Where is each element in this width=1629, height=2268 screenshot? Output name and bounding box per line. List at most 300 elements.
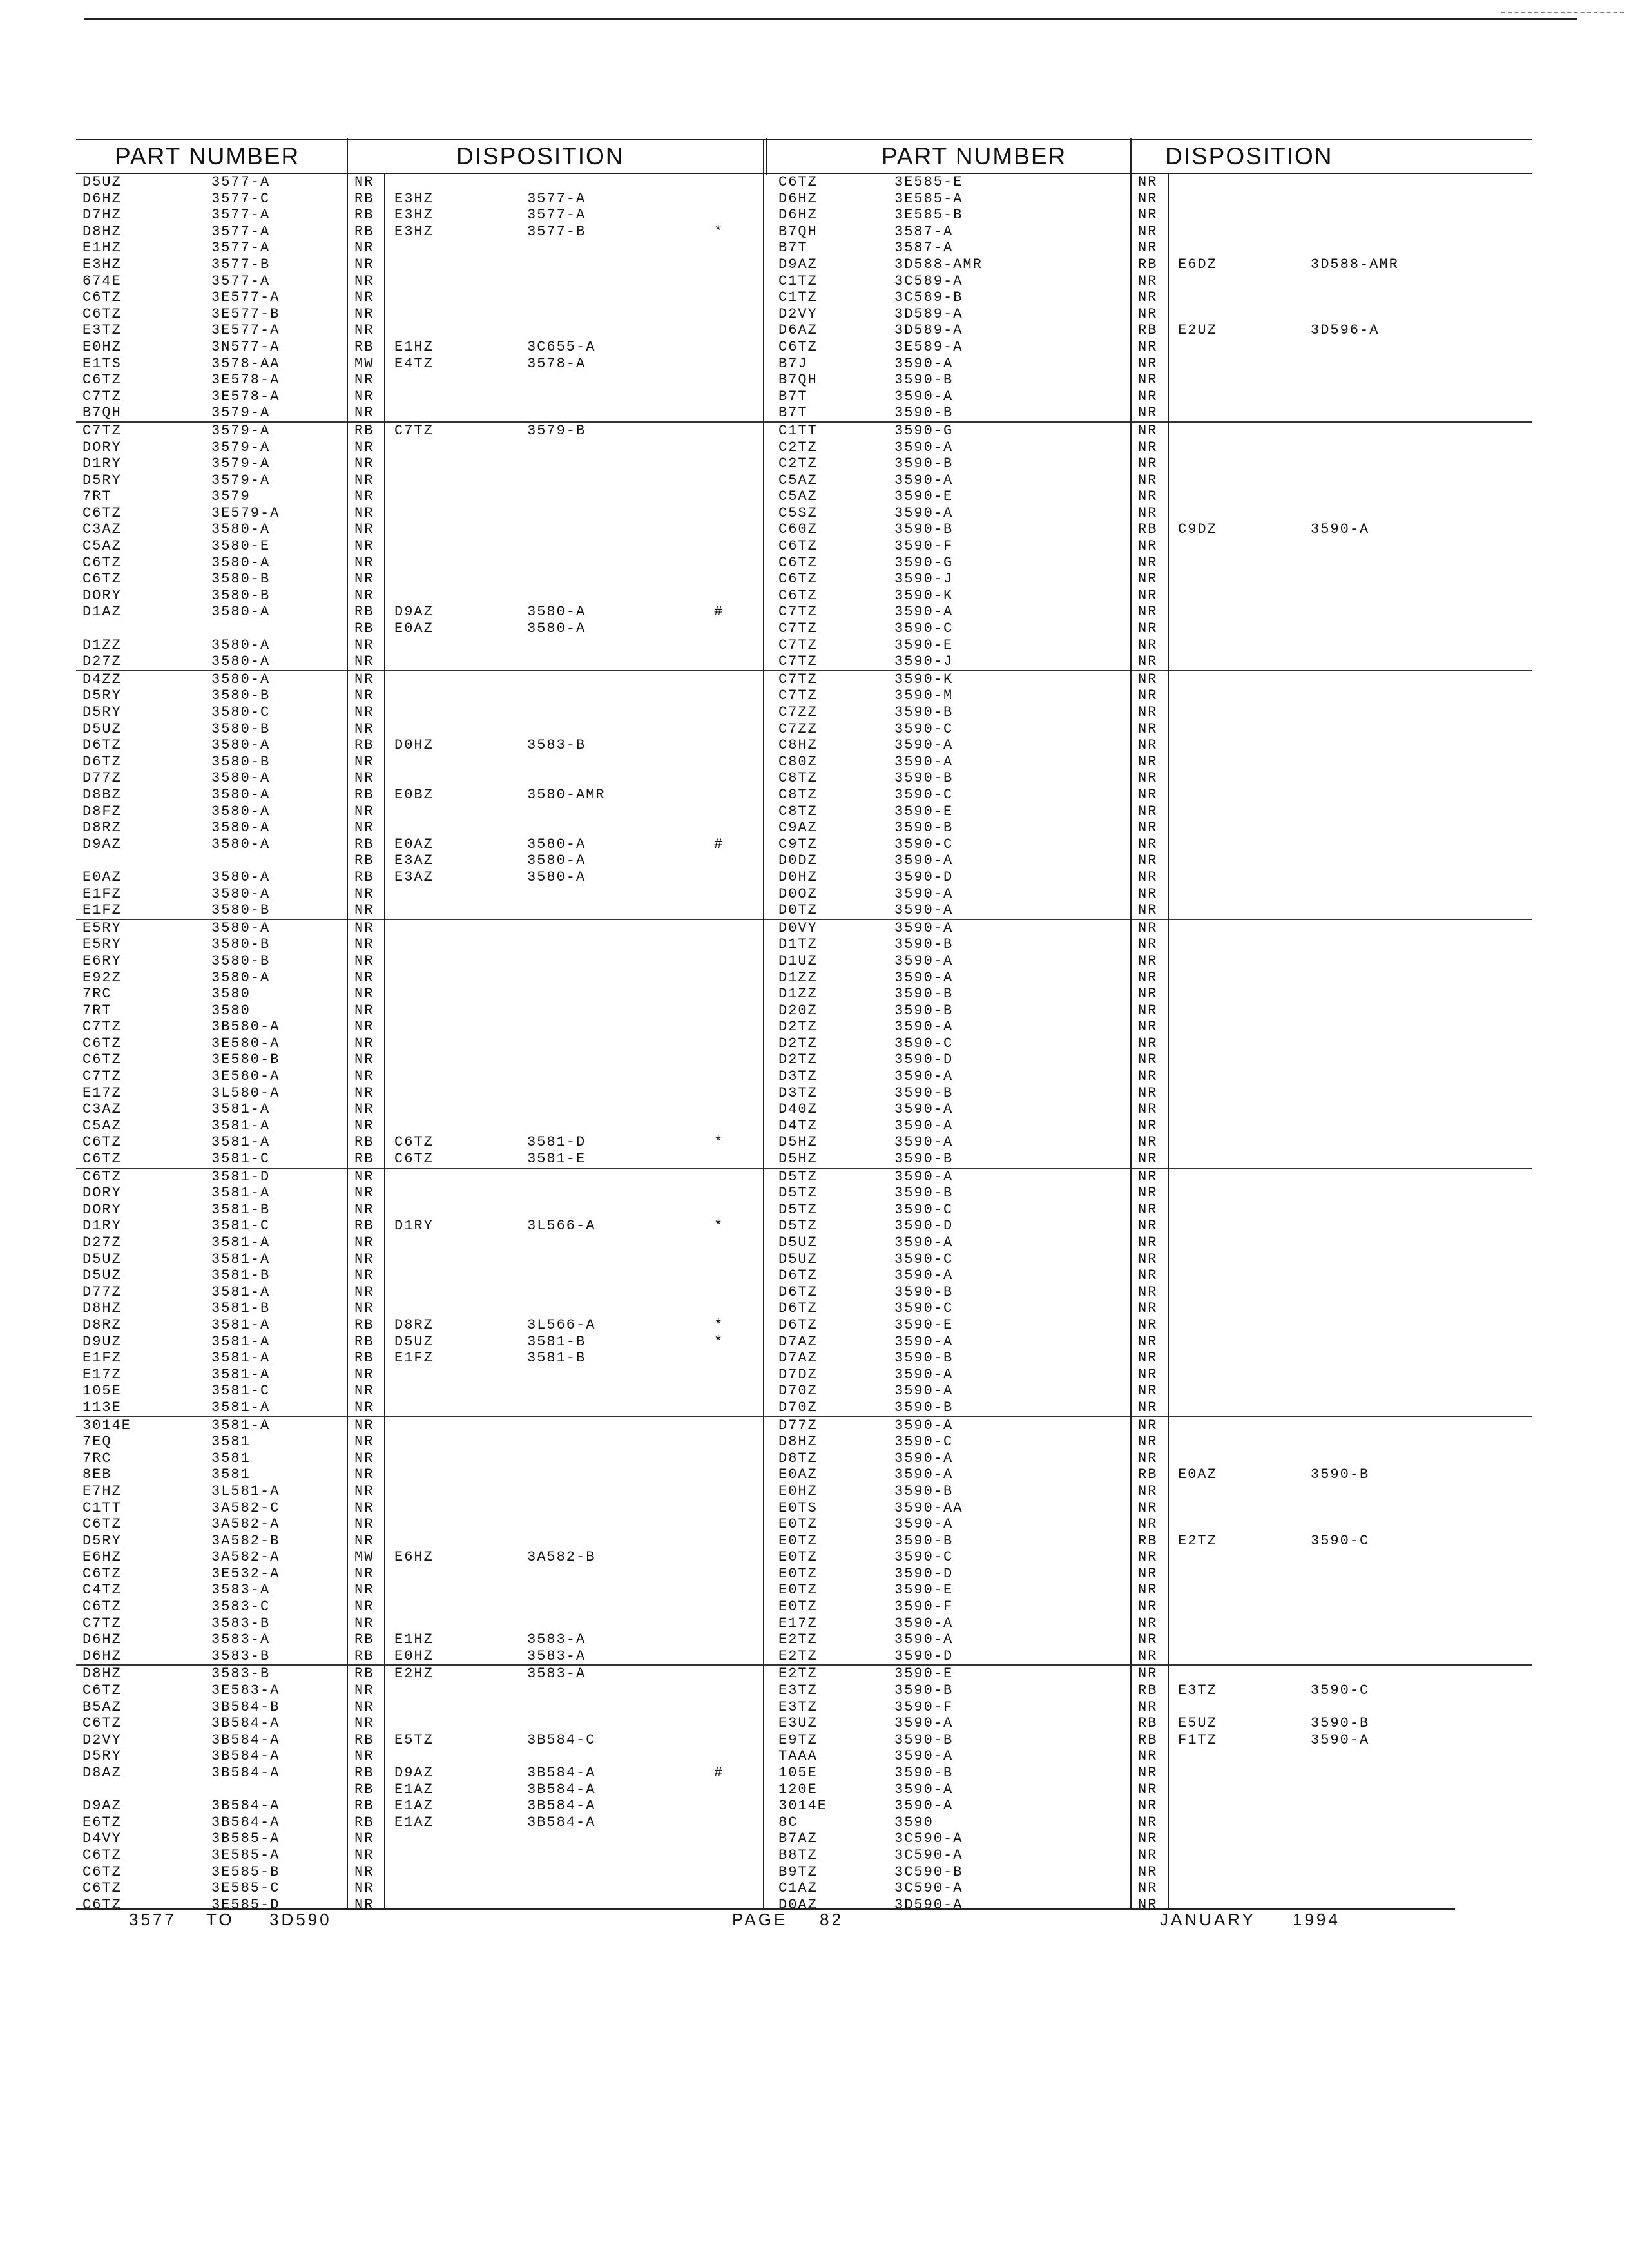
table-row (766, 803, 1532, 820)
part-base: 3579-A (211, 456, 271, 472)
disposition-code: RB (354, 223, 374, 240)
part-prefix: C6TZ (82, 1565, 122, 1582)
part-base: 3579-A (211, 472, 271, 488)
disposition-code: NR (1138, 820, 1158, 836)
part-prefix: C6TZ (82, 1863, 122, 1880)
part-base: 3577-A (211, 273, 271, 289)
part-base: 3E580-A (211, 1068, 280, 1085)
table-row (76, 704, 767, 721)
part-base: 3E585-A (894, 190, 963, 207)
part-base: 3590-A (894, 1715, 954, 1732)
table-row (766, 1052, 1532, 1068)
disposition-code: RB (354, 1648, 374, 1664)
table-row (766, 1003, 1532, 1019)
disposition-code: NR (354, 704, 374, 720)
part-base: 3590-E (894, 488, 954, 505)
disposition-code: RB (354, 1218, 374, 1235)
part-prefix: E2TZ (778, 1666, 818, 1682)
part-base: 3B580-A (211, 1019, 280, 1035)
part-base: 3590-A (894, 1267, 954, 1284)
disposition-code: NR (1138, 770, 1158, 787)
disposition-code: NR (1138, 986, 1158, 1003)
part-prefix: D5RY (82, 687, 122, 704)
part-prefix: C1TZ (778, 289, 818, 306)
disposition-code: NR (354, 753, 374, 770)
table-row (766, 521, 1532, 538)
disposition-code: NR (354, 488, 374, 505)
part-base: 3590-B (894, 1185, 954, 1202)
note-mark: # (714, 1765, 724, 1781)
replacement-base: 3581-B (527, 1333, 586, 1350)
part-prefix: C6TZ (82, 289, 122, 306)
part-base: 3590-A (894, 1450, 954, 1466)
part-base: 3590-C (894, 1300, 954, 1317)
table-row (766, 1715, 1532, 1732)
part-base: 3590-A (894, 919, 954, 936)
replacement-prefix: D1RY (394, 1218, 434, 1235)
part-base: 3590-A (894, 1781, 954, 1798)
part-prefix: E2TZ (778, 1631, 818, 1648)
part-prefix: D0DZ (778, 852, 818, 869)
part-prefix: DORY (82, 1201, 122, 1218)
replacement-base: 3590-B (1311, 1466, 1370, 1483)
table-row (76, 803, 767, 820)
note-mark: * (714, 1316, 724, 1333)
disposition-code: RB (1138, 256, 1158, 273)
table-row (76, 1284, 767, 1301)
table-row (76, 1516, 767, 1533)
disposition-code: NR (1138, 1052, 1158, 1068)
footer-year: 1994 (1293, 1910, 1340, 1929)
table-row (766, 1897, 1532, 1914)
part-base: 3590-B (894, 1350, 954, 1367)
disposition-code: NR (1138, 1565, 1158, 1582)
table-row (766, 1847, 1532, 1864)
table-row (76, 1383, 767, 1399)
table-row (766, 538, 1532, 555)
part-base: 3580-A (211, 554, 271, 571)
table-row (76, 687, 767, 704)
note-mark: # (714, 604, 724, 620)
part-base: 3579-A (211, 439, 271, 456)
table-row (76, 256, 767, 273)
part-base: 3580-A (211, 671, 271, 687)
part-prefix: C6TZ (82, 1168, 122, 1185)
part-base: 3590-C (894, 836, 954, 852)
part-prefix: C6TZ (778, 538, 818, 555)
part-prefix: D0HZ (778, 869, 818, 885)
part-base: 3A582-C (211, 1499, 280, 1516)
part-prefix: C7TZ (82, 422, 122, 439)
table-row (766, 1118, 1532, 1135)
table-row (76, 1897, 767, 1914)
part-base: 3B584-A (211, 1765, 280, 1781)
part-prefix: C7TZ (778, 671, 818, 687)
disposition-code: NR (1138, 1549, 1158, 1566)
part-base: 3E579-A (211, 505, 280, 521)
part-prefix: D7AZ (778, 1333, 818, 1350)
disposition-code: NR (1138, 439, 1158, 456)
part-base: 3590-A (894, 1068, 954, 1085)
table-row (766, 191, 1532, 207)
disposition-code: MW (354, 1549, 374, 1566)
table-row (766, 1699, 1532, 1716)
table-row (76, 653, 767, 670)
part-prefix: D5RY (82, 1532, 122, 1549)
part-base: 3580-A (211, 869, 271, 885)
part-prefix: E17Z (82, 1084, 122, 1101)
replacement-prefix: E1HZ (394, 1631, 434, 1648)
disposition-code: NR (1138, 1002, 1158, 1019)
table-row (76, 240, 767, 256)
disposition-code: NR (354, 472, 374, 488)
table-row (76, 1019, 767, 1035)
part-prefix: 8C (778, 1814, 798, 1831)
table-row (76, 1765, 767, 1782)
disposition-code: NR (1138, 554, 1158, 571)
part-prefix: C7TZ (778, 687, 818, 704)
part-prefix: C1AZ (778, 1880, 818, 1897)
part-base: 3590-C (894, 1035, 954, 1052)
part-prefix: D1RY (82, 456, 122, 472)
replacement-prefix: E1AZ (394, 1798, 434, 1814)
replacement-base: 3579-B (527, 422, 586, 439)
disposition-code: RB (354, 836, 374, 852)
table-row (766, 704, 1532, 721)
part-prefix: D6TZ (778, 1267, 818, 1284)
table-row (76, 737, 767, 754)
part-base: 3590-A (894, 1466, 954, 1483)
part-base: 3581-A (211, 1366, 271, 1383)
part-base: 3581-C (211, 1151, 271, 1168)
disposition-code: NR (1138, 1450, 1158, 1466)
part-prefix: D5TZ (778, 1168, 818, 1185)
table-row (766, 1383, 1532, 1399)
table-row (76, 1864, 767, 1881)
part-prefix: C5AZ (778, 472, 818, 488)
disposition-code: NR (1138, 1748, 1158, 1765)
part-prefix: D6TZ (778, 1283, 818, 1300)
table-row (76, 1350, 767, 1367)
table-row (766, 207, 1532, 224)
part-prefix: D8FZ (82, 803, 122, 820)
disposition-code: RB (354, 1631, 374, 1648)
disposition-code: NR (1138, 190, 1158, 207)
part-prefix: TAAA (778, 1748, 818, 1765)
table-row (766, 770, 1532, 787)
replacement-base: 3A582-B (527, 1549, 596, 1566)
part-base: 3E585-A (211, 1847, 280, 1863)
part-prefix: B7AZ (778, 1831, 818, 1847)
part-base: 3580-A (211, 737, 271, 754)
table-row (766, 1235, 1532, 1251)
table-row (766, 1782, 1532, 1798)
part-base: 3B584-A (211, 1731, 280, 1748)
disposition-code: NR (1138, 620, 1158, 637)
part-base: 3590-A (894, 1333, 954, 1350)
table-row (76, 1068, 767, 1085)
disposition-code: NR (1138, 919, 1158, 936)
part-prefix: 7EQ (82, 1434, 112, 1450)
part-base: 3590-J (894, 571, 954, 588)
disposition-code: NR (1138, 1582, 1158, 1599)
part-prefix: D5UZ (82, 720, 122, 737)
disposition-code: NR (354, 1698, 374, 1715)
part-prefix: C9AZ (778, 820, 818, 836)
disposition-code: RB (354, 1350, 374, 1367)
table-row (766, 1615, 1532, 1632)
table-row (76, 670, 767, 688)
part-base: 3580-A (211, 803, 271, 820)
disposition-code: NR (1138, 637, 1158, 653)
part-prefix: D5UZ (778, 1251, 818, 1267)
table-row (76, 1003, 767, 1019)
part-prefix: E3UZ (778, 1715, 818, 1732)
footer-range-to-word: TO (206, 1910, 235, 1929)
part-prefix: E1FZ (82, 1350, 122, 1367)
part-base: 3590-D (894, 1565, 954, 1582)
part-prefix: D9AZ (82, 836, 122, 852)
part-prefix: D20Z (778, 1002, 818, 1019)
disposition-code: RB (354, 190, 374, 207)
part-base: 3590-A (894, 1101, 954, 1118)
table-row (766, 902, 1532, 919)
part-prefix: D6TZ (82, 753, 122, 770)
part-prefix: D5TZ (778, 1218, 818, 1235)
table-row (766, 1516, 1532, 1533)
column-divider (766, 138, 767, 175)
replacement-base: 3590-A (1311, 1731, 1370, 1748)
part-prefix: C6TZ (82, 1715, 122, 1732)
part-base: 3581-A (211, 1235, 271, 1251)
part-base: 3590-A (894, 952, 954, 969)
part-prefix: C7TZ (778, 637, 818, 653)
table-row (766, 653, 1532, 670)
table-row (766, 836, 1532, 853)
disposition-code: NR (1138, 538, 1158, 555)
table-row (76, 1251, 767, 1268)
part-prefix: D1UZ (778, 952, 818, 969)
part-base: 3590-B (894, 770, 954, 787)
disposition-code: NR (1138, 1516, 1158, 1533)
part-prefix: C6TZ (82, 1599, 122, 1615)
part-prefix: C7TZ (82, 1019, 122, 1035)
part-base: 3E580-B (211, 1052, 280, 1068)
disposition-code: NR (1138, 422, 1158, 439)
part-base: 3580-B (211, 952, 271, 969)
part-base: 3E585-D (211, 1896, 280, 1913)
disposition-code: RB (354, 604, 374, 620)
part-prefix: DORY (82, 587, 122, 604)
table-row (766, 787, 1532, 803)
right-table (766, 139, 1532, 1913)
part-base: 3581-A (211, 1316, 271, 1333)
part-prefix: D8TZ (778, 1450, 818, 1466)
replacement-base: 3583-B (527, 737, 586, 754)
part-base: 3590-G (894, 422, 954, 439)
part-prefix: D9UZ (82, 1333, 122, 1350)
part-prefix: C5AZ (778, 488, 818, 505)
replacement-base: 3583-A (527, 1648, 586, 1664)
part-prefix: D7DZ (778, 1366, 818, 1383)
table-row (76, 1682, 767, 1699)
part-prefix: D77Z (778, 1417, 818, 1434)
disposition-code: NR (354, 456, 374, 472)
table-row (766, 1399, 1532, 1416)
part-base: 3590-C (894, 1251, 954, 1267)
part-base: 3590-A (894, 1134, 954, 1151)
table-row (76, 571, 767, 588)
part-prefix: D8BZ (82, 786, 122, 803)
disposition-code: NR (1138, 936, 1158, 953)
part-prefix: 113E (82, 1399, 122, 1416)
disposition-code: NR (1138, 604, 1158, 620)
disposition-code: NR (354, 1863, 374, 1880)
table-row (766, 1350, 1532, 1367)
part-base: 3580-A (211, 786, 271, 803)
part-prefix: C7ZZ (778, 720, 818, 737)
disposition-code: RB (1138, 1532, 1158, 1549)
disposition-code: NR (1138, 207, 1158, 224)
table-row (76, 721, 767, 738)
disposition-code: NR (1138, 355, 1158, 372)
part-base: 3590-A (894, 1631, 954, 1648)
disposition-code: NR (1138, 240, 1158, 256)
disposition-code: NR (1138, 338, 1158, 355)
part-prefix: E0TZ (778, 1565, 818, 1582)
table-row (76, 852, 767, 869)
replacement-base: 3590-B (1311, 1715, 1370, 1732)
disposition-code: RB (354, 620, 374, 637)
part-prefix: DORY (82, 439, 122, 456)
part-prefix: 105E (82, 1383, 122, 1399)
part-prefix: DORY (82, 1185, 122, 1202)
disposition-code: NR (1138, 273, 1158, 289)
part-base: 3583-B (211, 1666, 271, 1682)
table-row (76, 306, 767, 323)
replacement-prefix: E3HZ (394, 207, 434, 224)
part-prefix: E0HZ (778, 1483, 818, 1499)
part-prefix: C2TZ (778, 439, 818, 456)
part-prefix: D6TZ (778, 1300, 818, 1317)
part-base: 3590-B (894, 405, 954, 421)
part-base: 3590-E (894, 1316, 954, 1333)
table-row (766, 869, 1532, 886)
disposition-code: NR (1138, 1117, 1158, 1134)
disposition-code: NR (354, 936, 374, 953)
replacement-base: 3B584-C (527, 1731, 596, 1748)
part-prefix: D8HZ (778, 1434, 818, 1450)
disposition-code: NR (1138, 289, 1158, 306)
note-mark: * (714, 223, 724, 240)
disposition-code: NR (1138, 505, 1158, 521)
part-base: 3581 (211, 1466, 251, 1483)
part-prefix: D6AZ (778, 322, 818, 339)
table-row (766, 919, 1532, 937)
table-row (766, 1151, 1532, 1168)
disposition-code: NR (354, 372, 374, 389)
part-base: 3E577-B (211, 305, 280, 322)
part-prefix: C1TZ (778, 273, 818, 289)
part-prefix: D5UZ (82, 1251, 122, 1267)
disposition-code: NR (1138, 488, 1158, 505)
disposition-code: NR (1138, 1366, 1158, 1383)
part-prefix: C6TZ (82, 1516, 122, 1533)
disposition-code: NR (1138, 571, 1158, 588)
table-row (76, 389, 767, 405)
part-prefix: D6TZ (82, 737, 122, 754)
part-base: 3577-A (211, 174, 271, 190)
replacement-prefix: E0AZ (394, 836, 434, 852)
part-prefix: C5SZ (778, 505, 818, 521)
disposition-code: NR (1138, 704, 1158, 720)
part-base: 3590-F (894, 1698, 954, 1715)
part-base: 3C590-A (894, 1847, 963, 1863)
disposition-code: NR (1138, 174, 1158, 190)
part-prefix: 7RC (82, 986, 112, 1003)
disposition-code: NR (1138, 372, 1158, 389)
disposition-code: NR (1138, 1035, 1158, 1052)
table-row (766, 339, 1532, 356)
disposition-code: NR (354, 1251, 374, 1267)
table-row (76, 174, 767, 191)
part-base: 3N577-A (211, 338, 280, 355)
replacement-base: 3B584-A (527, 1814, 596, 1831)
table-row (76, 1134, 767, 1151)
note-mark: * (714, 1134, 724, 1151)
part-base: 3580-A (211, 604, 271, 620)
replacement-base: 3580-A (527, 836, 586, 852)
disposition-code: NR (1138, 1666, 1158, 1682)
table-row (766, 1267, 1532, 1284)
part-prefix: D70Z (778, 1383, 818, 1399)
table-row (766, 1300, 1532, 1317)
table-row (766, 1284, 1532, 1301)
disposition-code: NR (354, 1831, 374, 1847)
part-prefix: D5HZ (778, 1151, 818, 1168)
part-base: 3580-A (211, 885, 271, 902)
disposition-code: NR (354, 587, 374, 604)
table-row (76, 869, 767, 886)
disposition-code: NR (1138, 1084, 1158, 1101)
disposition-code: NR (1138, 1434, 1158, 1450)
part-base: 3590-B (894, 1399, 954, 1416)
right-table-header (766, 139, 1532, 174)
table-row (76, 919, 767, 937)
table-row (766, 306, 1532, 323)
table-row (76, 953, 767, 970)
disposition-code: NR (1138, 1267, 1158, 1284)
part-prefix: C6TZ (778, 587, 818, 604)
part-base: 3590-C (894, 720, 954, 737)
replacement-base: 3L566-A (527, 1218, 596, 1235)
table-row (76, 1798, 767, 1814)
disposition-code: NR (354, 1532, 374, 1549)
replacement-prefix: E5TZ (394, 1731, 434, 1748)
part-base: 3581-B (211, 1300, 271, 1317)
part-prefix: E0TZ (778, 1549, 818, 1566)
part-base: 3590-B (894, 936, 954, 953)
table-row (76, 1151, 767, 1168)
part-base: 3583-B (211, 1615, 271, 1631)
part-prefix: D5UZ (778, 1235, 818, 1251)
part-base: 3590-A (894, 852, 954, 869)
table-row (76, 1334, 767, 1350)
table-row (766, 1101, 1532, 1118)
table-row (76, 538, 767, 555)
table-row (76, 372, 767, 389)
part-prefix: B5AZ (82, 1698, 122, 1715)
